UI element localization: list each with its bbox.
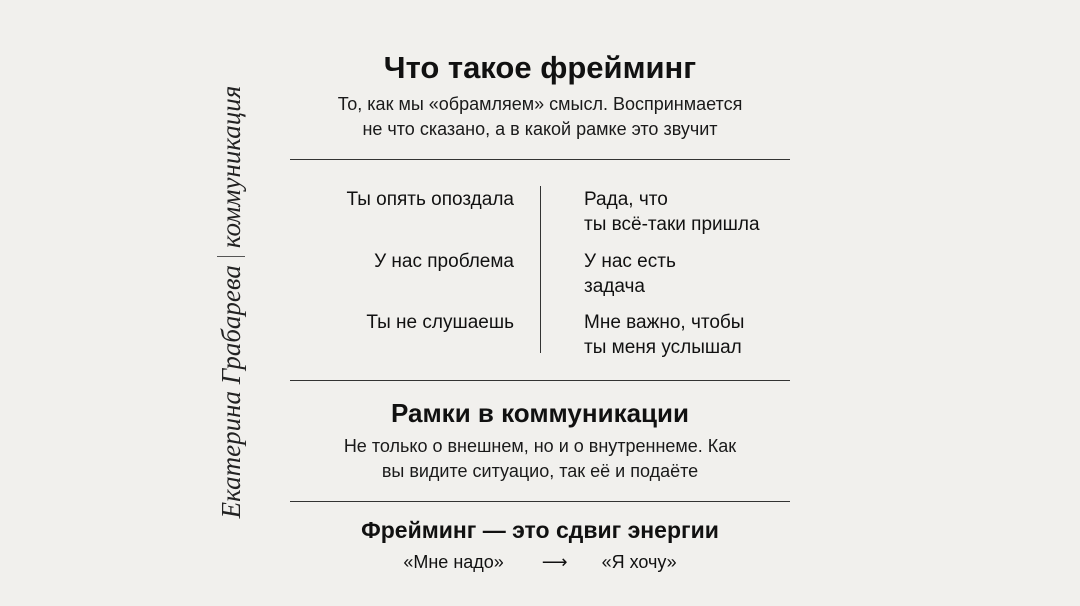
divider-middle	[290, 380, 790, 381]
comparison-divider	[540, 186, 541, 353]
topic-label: коммуникация	[215, 85, 246, 249]
reframed-phrase-1	[584, 187, 760, 237]
reframed-phrase-3-line-2: ты меня услышал	[584, 337, 742, 358]
divider-bottom	[290, 501, 790, 502]
shift-to: «Я хочу»	[601, 552, 677, 572]
shift-from: «Мне надо»	[403, 552, 504, 572]
negative-phrase-1: Ты опять опоздала	[346, 189, 514, 210]
frames-line-1: Не только о внешнем, но и о внутреннеме. Как	[343, 436, 737, 456]
reframed-phrase-2-line-2: задача	[584, 276, 645, 297]
reframed-phrase-3	[584, 310, 744, 360]
author-name: Екатерина Грабарева	[215, 265, 246, 519]
negative-phrase-3: Ты не слушаешь	[366, 312, 514, 333]
definition-line-2: не что сказано, а в какой рамке это звучит	[362, 119, 718, 139]
frames-line-2: вы видите ситуацио, так её и подаёте	[381, 461, 699, 481]
frames-description	[290, 434, 790, 484]
section-title-energy-shift: Фрейминг — это сдвиг энергии	[361, 517, 719, 543]
reframed-phrase-3-line-1: Мне важно, чтобы	[584, 312, 745, 333]
energy-shift-row	[290, 552, 790, 573]
framing-definition	[290, 92, 790, 142]
negative-phrase-2: У нас проблема	[374, 251, 514, 272]
section-title-framing: Что такое фрейминг	[383, 50, 697, 85]
section-title-frames: Рамки в коммуникации	[390, 398, 690, 428]
vertical-signature	[206, 67, 256, 537]
signature-divider	[217, 256, 245, 257]
divider-top	[290, 159, 790, 160]
reframed-phrase-2-line-1: У нас есть	[584, 251, 676, 272]
definition-line-1: То, как мы «обрамляем» смысл. Воспринмается	[337, 94, 743, 114]
reframed-phrase-1-line-1: Рада, что	[584, 189, 668, 210]
arrow-right-icon: ⟶	[541, 552, 568, 572]
reframed-phrase-2	[584, 249, 676, 299]
reframed-phrase-1-line-2: ты всё-таки пришла	[584, 214, 760, 235]
